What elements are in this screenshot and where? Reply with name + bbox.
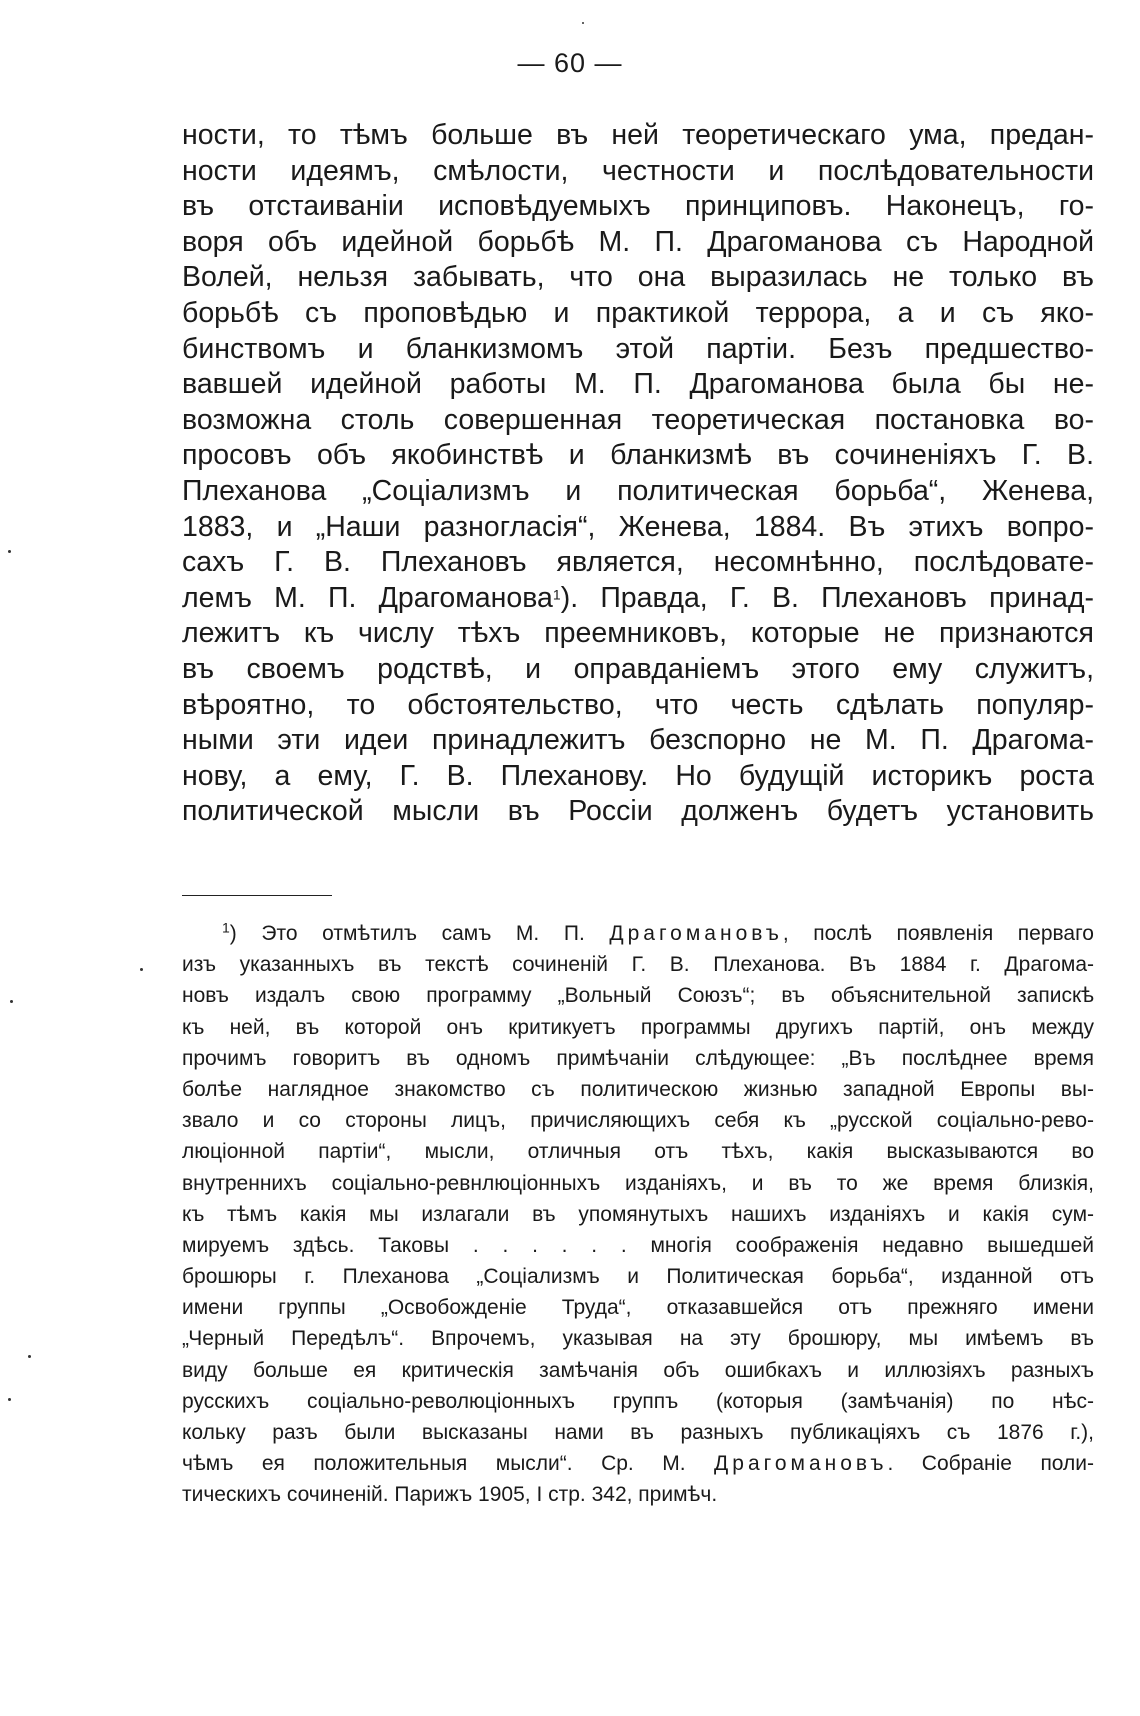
footnote xyxy=(182,918,1094,1511)
footnote-marker: 1 xyxy=(222,919,230,936)
scan-speck xyxy=(10,1000,13,1003)
footnote-line: къ ней, въ которой онъ критикуетъ программы другихъ партiй, онъ между xyxy=(182,1015,1094,1039)
text-line-with-footnote-ref xyxy=(182,581,1094,617)
text-line: лежитъ къ числу тѣхъ преемниковъ, которые не признаются xyxy=(182,617,1094,650)
text-line: борьбѣ съ проповѣдью и практикой террора, а и съ яко- xyxy=(182,296,1094,329)
scan-speck xyxy=(140,968,143,971)
text-segment: ). Правда, Г. В. Плехановъ принад- xyxy=(560,581,1094,614)
footnote-line xyxy=(182,1448,1094,1479)
text-line: вавшей идейной работы М. П. Драгоманова была бы не- xyxy=(182,368,1094,401)
footnote-line: звало и со стороны лицъ, причисляющихъ себя къ „русской соцiально-рево- xyxy=(182,1109,1094,1133)
text-segment: ) Это отмѣтилъ самъ М. П. xyxy=(229,922,610,945)
footnote-line: прочимъ говоритъ въ одномъ примѣчанiи слѣдующее: „Въ послѣднее время xyxy=(182,1046,1094,1070)
text-segment: чѣмъ ея положительныя мысли“. Ср. М. xyxy=(182,1452,715,1476)
scan-speck xyxy=(28,1355,31,1358)
text-segment: , послѣ появленiя перваго xyxy=(782,922,1094,945)
text-line: возможна столь совершенная теоретическая постановка во- xyxy=(182,403,1094,436)
footnote-reference[interactable]: 1 xyxy=(552,586,561,603)
text-line: сахъ Г. В. Плехановъ является, несомнѣнно, послѣдовате- xyxy=(182,546,1094,579)
footnote-line: люцiонной партiи“, мысли, отличныя отъ тѣхъ, какiя высказываются во xyxy=(182,1140,1094,1164)
author-name-spaced: Драгомановъ xyxy=(714,1452,888,1476)
text-line: политической мысли въ Россiи долженъ будетъ установить xyxy=(182,795,1094,828)
footnote-line: „Черный Передѣлъ“. Впрочемъ, указывая на эту брошюру, мы имѣемъ въ xyxy=(182,1327,1094,1351)
text-line: ности идеямъ, смѣлости, честности и послѣдовательности xyxy=(182,154,1094,187)
text-line: бинствомъ и бланкизмомъ этой партiи. Безъ предшество- xyxy=(182,332,1094,365)
author-name-spaced: Драгомановъ xyxy=(609,922,783,945)
footnote-line: тическихъ сочиненiй. Парижъ 1905, I стр. 342, примѣч. xyxy=(182,1483,718,1507)
footnote-line: внутреннихъ соцiально-ревнлюцiонныхъ изданiяхъ, и въ то же время близкiя, xyxy=(182,1171,1094,1195)
footnote-line: новъ издалъ свою программу „Вольный Союзъ“; въ объяснительной запискѣ xyxy=(182,984,1094,1008)
text-line: нову, а ему, Г. В. Плеханову. Но будущiй историкъ роста xyxy=(182,759,1094,792)
footnote-line: къ тѣмъ какiя мы излагали въ упомянутыхъ нашихъ изданiяхъ и какiя сум- xyxy=(182,1202,1094,1226)
text-line: Волей, нельзя забывать, что она выразилась не только въ xyxy=(182,261,1094,294)
text-line: Плеханова „Соцiализмъ и политическая борьба“, Женева, xyxy=(182,474,1094,507)
footnote-line: имени группы „Освобожденiе Труда“, отказавшейся отъ прежняго имени xyxy=(182,1296,1094,1320)
main-text xyxy=(182,118,1094,830)
text-line: просовъ объ якобинствѣ и бланкизмѣ въ сочиненiяхъ Г. В. xyxy=(182,439,1094,472)
footnote-line: русскихъ соцiально-революцiонныхъ группъ (которыя (замѣчанiя) по нѣс- xyxy=(182,1389,1094,1413)
text-segment: лемъ М. П. Драгоманова xyxy=(182,581,553,614)
footnote-line: виду больше ея критическiя замѣчанiя объ ошибкахъ и иллюзiяхъ разныхъ xyxy=(182,1358,1094,1382)
footnote-separator xyxy=(182,895,332,896)
footnote-line: мируемъ здѣсь. Таковы . . . . . . многiя соображенiя недавно вышедшей xyxy=(182,1233,1094,1257)
text-line: въ своемъ родствѣ, и оправданiемъ этого ему служитъ, xyxy=(182,652,1094,685)
scan-speck xyxy=(8,550,11,553)
footnote-line: брошюры г. Плеханова „Соцiализмъ и Политическая борьба“, изданной отъ xyxy=(182,1265,1094,1289)
scan-speck xyxy=(8,1398,11,1401)
footnote-line: кольку разъ были высказаны нами въ разныхъ публикацiяхъ съ 1876 г.), xyxy=(182,1421,1094,1444)
text-line: ными эти идеи принадлежитъ безспорно не М. П. Драгома- xyxy=(182,724,1094,757)
scan-speck xyxy=(582,22,584,24)
text-line: 1883, и „Наши разногласiя“, Женева, 1884. Въ этихъ вопро- xyxy=(182,510,1094,543)
text-segment: . Собранiе поли- xyxy=(887,1452,1095,1476)
text-line: вѣроятно, то обстоятельство, что честь сдѣлать популяр- xyxy=(182,688,1094,721)
footnote-line: болѣе наглядное знакомство съ политическою жизнью западной Европы вы- xyxy=(182,1077,1094,1101)
footnote-line: изъ указанныхъ въ текстѣ сочиненiй Г. В. Плеханова. Въ 1884 г. Драгома- xyxy=(182,953,1094,977)
text-line: воря объ идейной борьбѣ М. П. Драгоманова съ Народной xyxy=(182,225,1094,258)
text-line: ности, то тѣмъ больше въ ней теоретическаго ума, предан- xyxy=(182,119,1094,151)
page-number: — 60 — xyxy=(517,48,623,78)
text-line: въ отстаиванiи исповѣдуемыхъ принциповъ. Наконецъ, го- xyxy=(182,190,1094,223)
footnote-line xyxy=(182,918,1094,949)
